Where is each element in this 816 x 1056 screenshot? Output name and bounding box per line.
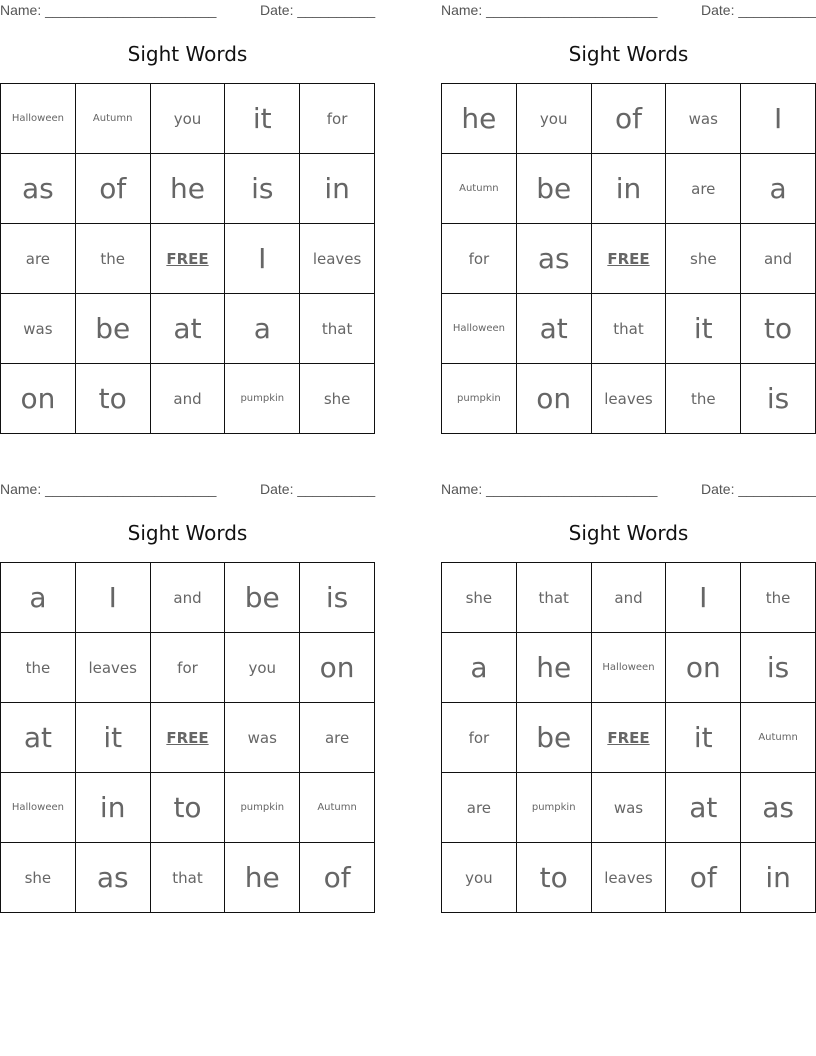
bingo-grid (0, 562, 375, 913)
card-title: Sight Words (127, 42, 248, 66)
grid-row (1, 294, 375, 364)
word-cell[interactable]: in (591, 154, 666, 224)
word-cell[interactable]: Autumn (442, 154, 517, 224)
word-cell[interactable]: that (300, 294, 375, 364)
word-cell[interactable]: be (75, 294, 150, 364)
word-cell[interactable]: pumpkin (225, 773, 300, 843)
word-cell[interactable]: you (442, 843, 517, 913)
word-cell[interactable]: to (516, 843, 591, 913)
card-title: Sight Words (568, 42, 689, 66)
free-space[interactable]: FREE (591, 224, 666, 294)
word-cell[interactable]: it (225, 84, 300, 154)
word-cell[interactable]: of (591, 84, 666, 154)
word-cell[interactable]: Autumn (741, 703, 816, 773)
word-cell[interactable]: is (741, 364, 816, 434)
word-cell[interactable]: in (300, 154, 375, 224)
free-space[interactable]: FREE (591, 703, 666, 773)
name-date-header (441, 2, 816, 20)
word-cell[interactable]: at (516, 294, 591, 364)
word-cell[interactable]: Halloween (591, 633, 666, 703)
word-cell[interactable]: it (666, 294, 741, 364)
grid-row (442, 294, 816, 364)
date-field[interactable]: Date: __________ (260, 481, 376, 497)
word-cell[interactable]: and (591, 563, 666, 633)
word-cell[interactable]: that (150, 843, 225, 913)
word-cell[interactable]: was (1, 294, 76, 364)
grid-row (442, 633, 816, 703)
word-cell[interactable]: of (300, 843, 375, 913)
word-cell[interactable]: that (591, 294, 666, 364)
free-space[interactable]: FREE (150, 703, 225, 773)
grid-row (442, 563, 816, 633)
date-field[interactable]: Date: __________ (701, 481, 816, 497)
word-cell[interactable]: she (1, 843, 76, 913)
grid-row (442, 224, 816, 294)
word-cell[interactable]: to (150, 773, 225, 843)
word-cell[interactable]: are (442, 773, 517, 843)
grid-row (1, 563, 375, 633)
word-cell[interactable]: as (75, 843, 150, 913)
word-cell[interactable]: you (225, 633, 300, 703)
grid-row (1, 224, 375, 294)
grid-row (442, 773, 816, 843)
word-cell[interactable]: he (442, 84, 517, 154)
word-cell[interactable]: and (741, 224, 816, 294)
word-cell[interactable]: the (75, 224, 150, 294)
name-date-header (0, 2, 375, 20)
word-cell[interactable]: a (741, 154, 816, 224)
word-cell[interactable]: I (666, 563, 741, 633)
word-cell[interactable]: on (516, 364, 591, 434)
word-cell[interactable]: be (516, 154, 591, 224)
word-cell[interactable]: Halloween (442, 294, 517, 364)
word-cell[interactable]: and (150, 563, 225, 633)
word-cell[interactable]: for (150, 633, 225, 703)
word-cell[interactable]: was (666, 84, 741, 154)
word-cell[interactable]: the (1, 633, 76, 703)
word-cell[interactable]: at (666, 773, 741, 843)
card-title: Sight Words (568, 521, 689, 545)
grid-row (1, 84, 375, 154)
name-date-header (0, 481, 375, 499)
word-cell[interactable]: for (300, 84, 375, 154)
word-cell[interactable]: I (75, 563, 150, 633)
word-cell[interactable]: are (1, 224, 76, 294)
bingo-grid (441, 83, 816, 434)
word-cell[interactable]: as (741, 773, 816, 843)
word-cell[interactable]: be (225, 563, 300, 633)
word-cell[interactable]: she (300, 364, 375, 434)
word-cell[interactable]: for (442, 224, 517, 294)
grid-row (1, 364, 375, 434)
word-cell[interactable]: are (300, 703, 375, 773)
word-cell[interactable]: leaves (591, 843, 666, 913)
grid-row (1, 154, 375, 224)
word-cell[interactable]: the (666, 364, 741, 434)
word-cell[interactable]: it (75, 703, 150, 773)
word-cell[interactable]: he (516, 633, 591, 703)
word-cell[interactable]: of (75, 154, 150, 224)
word-cell[interactable]: on (1, 364, 76, 434)
word-cell[interactable]: of (666, 843, 741, 913)
grid-row (1, 843, 375, 913)
word-cell[interactable]: on (666, 633, 741, 703)
word-cell[interactable]: Halloween (1, 773, 76, 843)
word-cell[interactable]: Autumn (300, 773, 375, 843)
grid-row (442, 84, 816, 154)
word-cell[interactable]: the (741, 563, 816, 633)
date-field[interactable]: Date: __________ (701, 2, 816, 18)
grid-row (442, 364, 816, 434)
name-date-header (441, 481, 816, 499)
grid-row (1, 773, 375, 843)
word-cell[interactable]: to (75, 364, 150, 434)
word-cell[interactable]: you (150, 84, 225, 154)
word-cell[interactable]: pumpkin (442, 364, 517, 434)
word-cell[interactable]: was (225, 703, 300, 773)
word-cell[interactable]: Halloween (1, 84, 76, 154)
word-cell[interactable]: she (442, 563, 517, 633)
word-cell[interactable]: I (225, 224, 300, 294)
word-cell[interactable]: are (666, 154, 741, 224)
name-field[interactable]: Name: ______________________ (441, 481, 658, 497)
word-cell[interactable]: on (300, 633, 375, 703)
word-cell[interactable]: you (516, 84, 591, 154)
word-cell[interactable]: he (150, 154, 225, 224)
word-cell[interactable]: as (516, 224, 591, 294)
word-cell[interactable]: and (150, 364, 225, 434)
word-cell[interactable]: he (225, 843, 300, 913)
date-field[interactable]: Date: __________ (260, 2, 376, 18)
word-cell[interactable]: be (516, 703, 591, 773)
card-title: Sight Words (127, 521, 248, 545)
word-cell[interactable]: is (300, 563, 375, 633)
word-cell[interactable]: she (666, 224, 741, 294)
word-cell[interactable]: Autumn (75, 84, 150, 154)
word-cell[interactable]: I (741, 84, 816, 154)
word-cell[interactable]: a (225, 294, 300, 364)
word-cell[interactable]: pumpkin (225, 364, 300, 434)
grid-row (1, 703, 375, 773)
word-cell[interactable]: leaves (300, 224, 375, 294)
word-cell[interactable]: is (741, 633, 816, 703)
word-cell[interactable]: for (442, 703, 517, 773)
word-cell[interactable]: in (75, 773, 150, 843)
name-field[interactable]: Name: ______________________ (441, 2, 658, 18)
word-cell[interactable]: a (1, 563, 76, 633)
word-cell[interactable]: at (150, 294, 225, 364)
word-cell[interactable]: as (1, 154, 76, 224)
name-field[interactable]: Name: ______________________ (0, 2, 217, 18)
word-cell[interactable]: leaves (75, 633, 150, 703)
grid-row (442, 843, 816, 913)
bingo-grid (0, 83, 375, 434)
word-cell[interactable]: at (1, 703, 76, 773)
grid-row (442, 154, 816, 224)
grid-row (1, 633, 375, 703)
word-cell[interactable]: pumpkin (516, 773, 591, 843)
word-cell[interactable]: is (225, 154, 300, 224)
bingo-grid (441, 562, 816, 913)
word-cell[interactable]: in (741, 843, 816, 913)
grid-row (442, 703, 816, 773)
word-cell[interactable]: to (741, 294, 816, 364)
word-cell[interactable]: leaves (591, 364, 666, 434)
name-field[interactable]: Name: ______________________ (0, 481, 217, 497)
free-space[interactable]: FREE (150, 224, 225, 294)
word-cell[interactable]: it (666, 703, 741, 773)
word-cell[interactable]: a (442, 633, 517, 703)
word-cell[interactable]: was (591, 773, 666, 843)
word-cell[interactable]: that (516, 563, 591, 633)
